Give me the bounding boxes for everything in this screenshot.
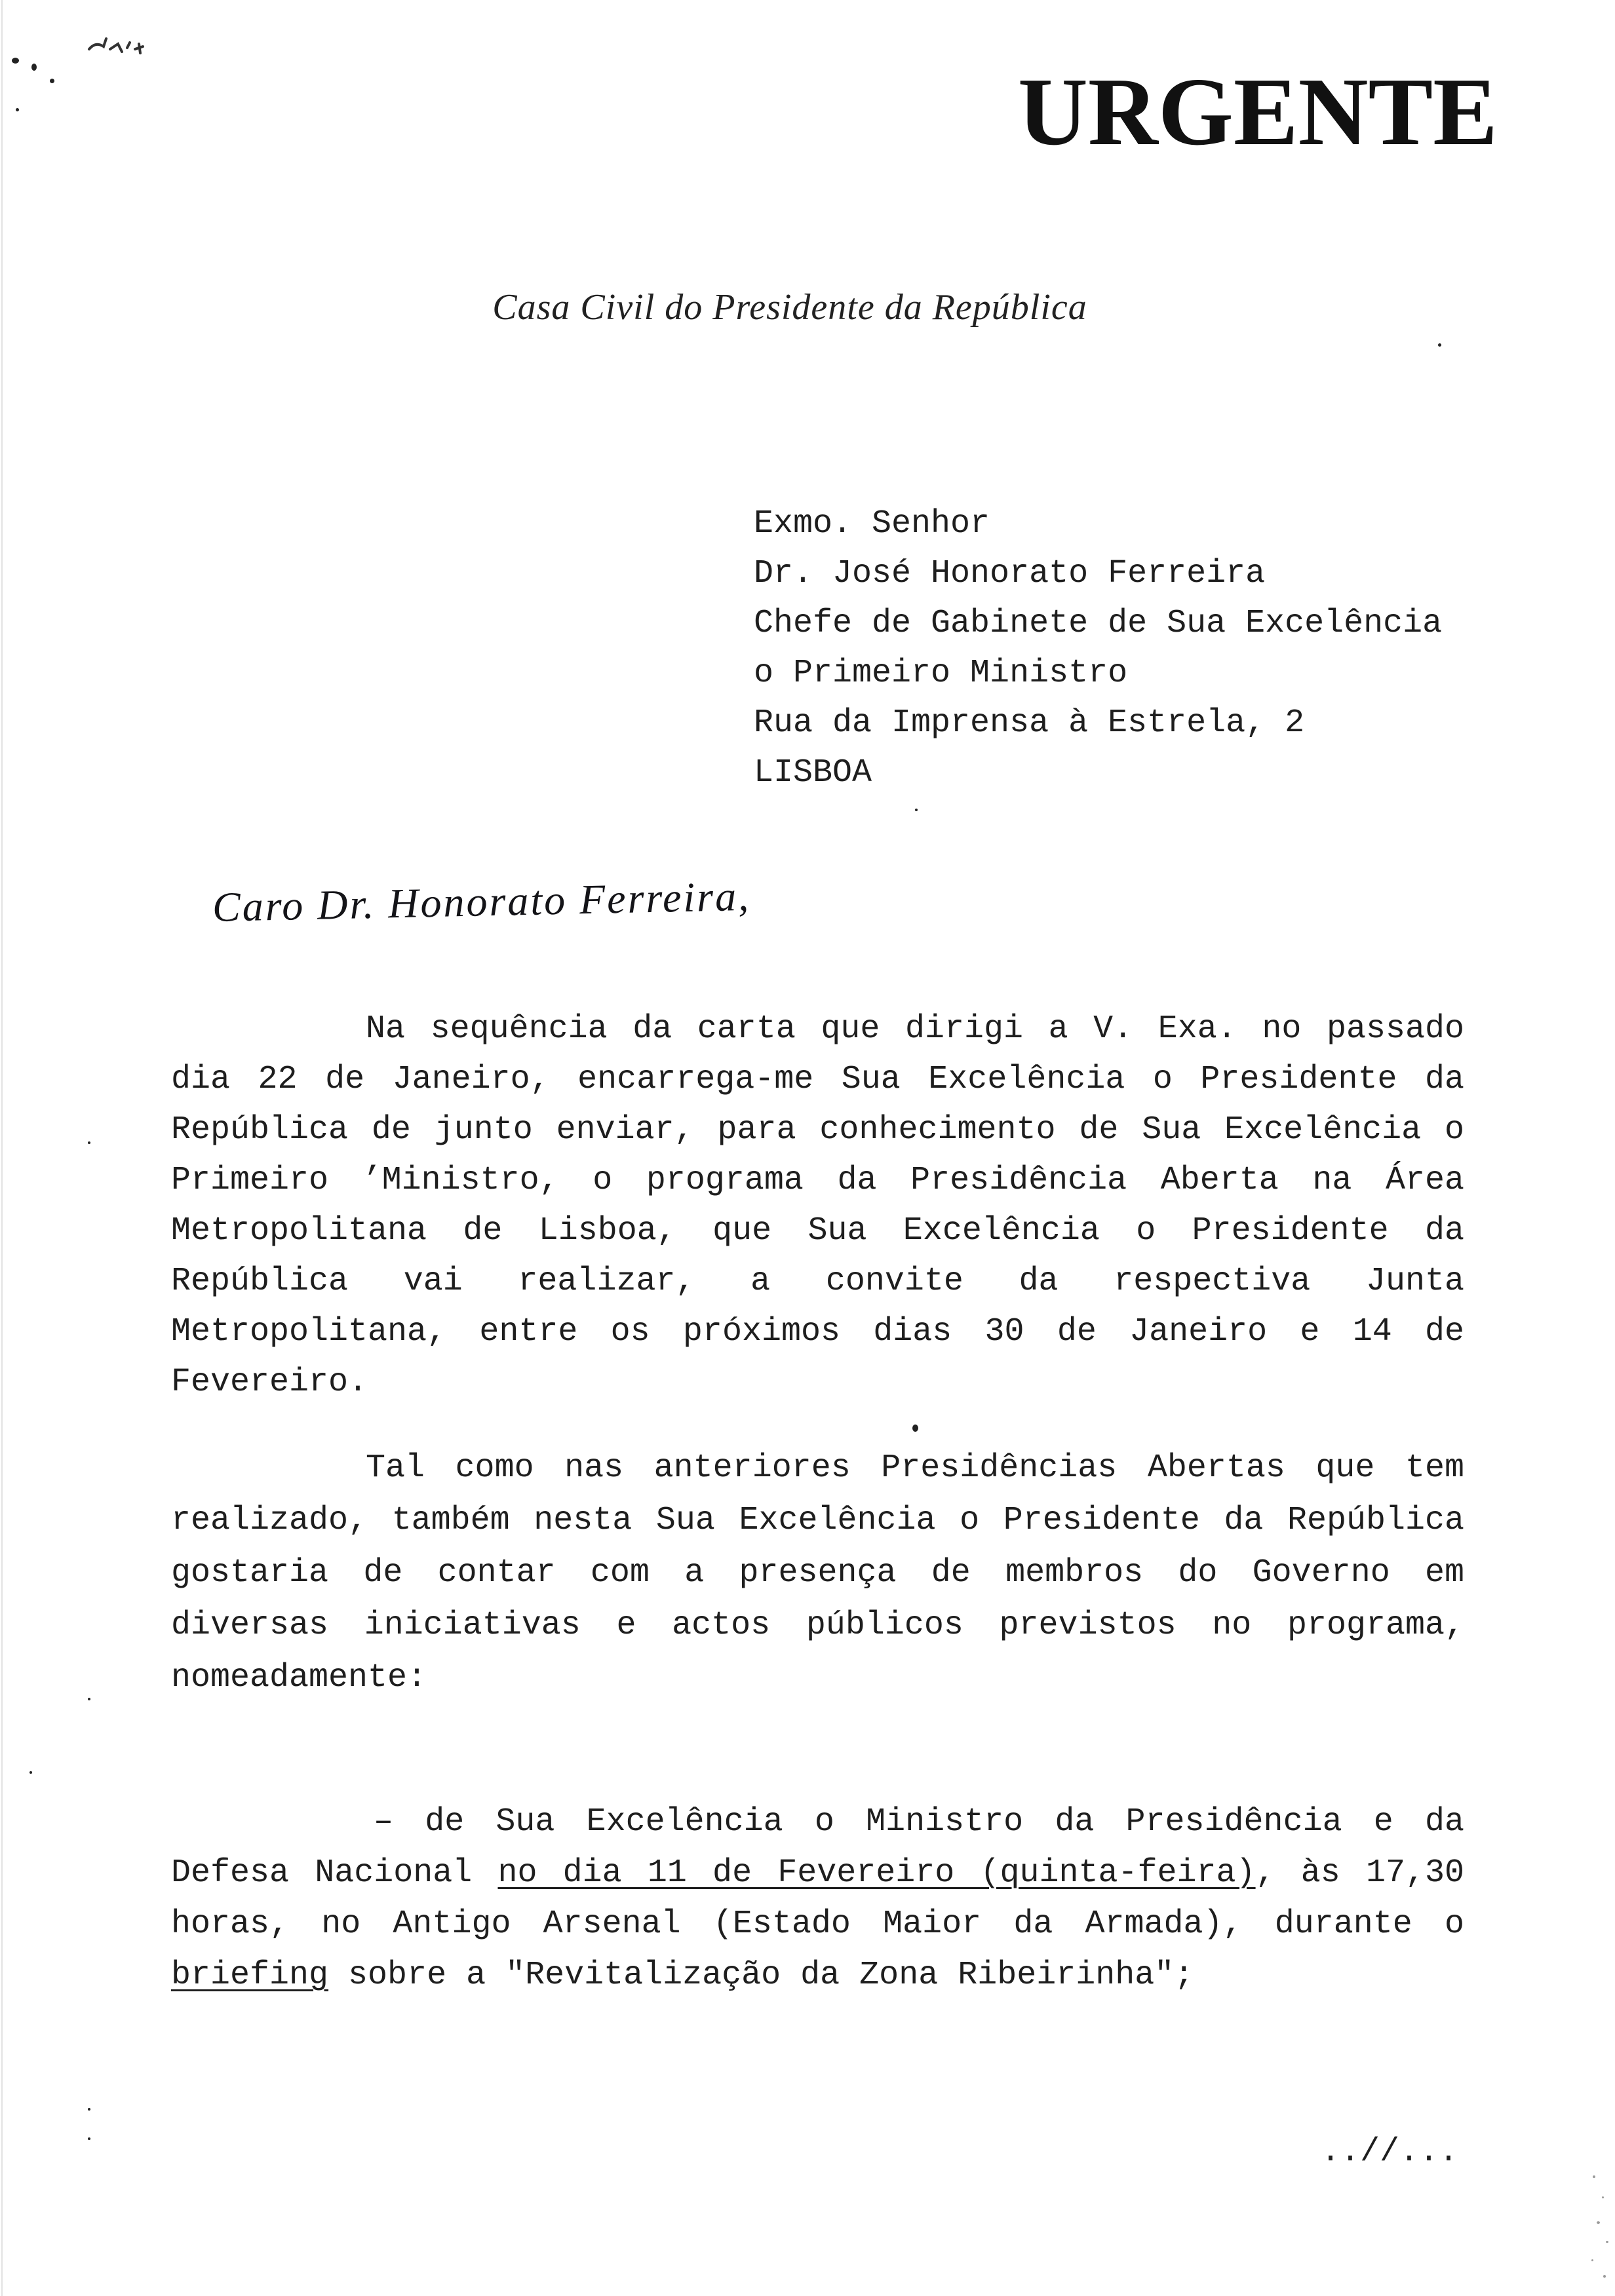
scan-speck xyxy=(915,809,918,811)
scan-noise xyxy=(1597,2221,1600,2224)
recipient-line-4: o Primeiro Ministro xyxy=(754,655,1128,692)
scan-speck xyxy=(88,1141,90,1144)
underlined-date: no dia 11 de Fevereiro (quinta-feira) xyxy=(497,1854,1256,1892)
paragraph-1-line-8: Fevereiro. xyxy=(171,1364,368,1401)
recipient-line-5: Rua da Imprensa à Estrela, 2 xyxy=(754,704,1305,742)
list-item-1-line-4 xyxy=(171,1950,1464,2001)
scan-speck xyxy=(31,64,37,71)
recipient-line-3: Chefe de Gabinete de Sua Excelência xyxy=(754,605,1443,642)
page-continuation-mark: ..//... xyxy=(1321,2133,1459,2171)
paragraph-1-line-1: Na sequência da carta que dirigi a V. Exa. no passado xyxy=(366,1010,1464,1048)
list-item-1-text: , às 17,30 xyxy=(1255,1854,1464,1892)
list-item-1-line-2 xyxy=(171,1848,1464,1899)
recipient-line-6: LISBOA xyxy=(754,754,872,792)
handwritten-salutation: Caro Dr. Honorato Ferreira, xyxy=(212,872,751,930)
scan-noise xyxy=(1602,2196,1604,2198)
paragraph-1-line-4: Primeiro ’Ministro, o programa da Presidência Aberta na Área xyxy=(171,1162,1464,1199)
scan-noise xyxy=(1591,2259,1593,2261)
scan-speck xyxy=(16,108,19,111)
paragraph-1-line-6: República vai realizar, a convite da respectiva Junta xyxy=(171,1263,1464,1300)
list-item-1-line-1: – de Sua Excelência o Ministro da Presidência e da xyxy=(374,1803,1464,1841)
list-item-1-line-3: horas, no Antigo Arsenal (Estado Maior da Armada), durante o xyxy=(171,1905,1464,1943)
scan-noise xyxy=(1606,2241,1608,2243)
paragraph-1 xyxy=(171,1004,1464,1407)
underlined-briefing: briefing xyxy=(171,1957,329,1994)
list-item-1 xyxy=(171,1797,1464,2001)
list-item-1-text: Defesa Nacional xyxy=(171,1854,498,1892)
paragraph-1-line-2: dia 22 de Janeiro, encarrega-me Sua Excelência o Presidente da xyxy=(171,1061,1464,1098)
scan-edge-line xyxy=(1,0,3,2296)
paragraph-1-line-5: Metropolitana de Lisboa, que Sua Excelência o Presidente da xyxy=(171,1212,1464,1250)
paragraph-2-line-5: nomeadamente: xyxy=(171,1659,427,1696)
recipient-line-1: Exmo. Senhor xyxy=(754,505,990,543)
scan-speck xyxy=(50,79,54,83)
scan-speck xyxy=(88,1698,90,1700)
scan-noise xyxy=(1603,2275,1606,2278)
scan-speck xyxy=(29,1771,32,1774)
scan-speck xyxy=(12,58,19,64)
recipient-line-2: Dr. José Honorato Ferreira xyxy=(754,555,1266,592)
scan-speck xyxy=(88,2137,90,2140)
list-item-1-text: sobre a "Revitalização da Zona Ribeirinha"; xyxy=(328,1957,1194,1994)
scan-speck xyxy=(912,1425,918,1432)
paragraph-2-line-1: Tal como nas anteriores Presidências Abertas que tem xyxy=(366,1449,1464,1487)
paragraph-2-line-4: diversas iniciativas e actos públicos previstos no programa, xyxy=(171,1607,1464,1644)
scan-noise xyxy=(1593,2175,1595,2178)
paragraph-1-line-7: Metropolitana, entre os próximos dias 30 de Janeiro e 14 de xyxy=(171,1313,1464,1350)
paragraph-2-line-3: gostaria de contar com a presença de membros do Governo em xyxy=(171,1554,1464,1592)
paragraph-2 xyxy=(171,1442,1464,1704)
scan-speck xyxy=(88,2108,90,2111)
paragraph-1-line-3: República de junto enviar, para conhecimento de Sua Excelência o xyxy=(171,1111,1464,1149)
paragraph-2-line-2: realizado, também nesta Sua Excelência o Presidente da República xyxy=(171,1502,1464,1539)
scan-smudge-icon xyxy=(84,29,149,62)
recipient-address xyxy=(754,499,1442,798)
letterhead: Casa Civil do Presidente da República xyxy=(492,287,1087,328)
scan-speck xyxy=(1438,343,1441,347)
urgent-stamp: URGENTE xyxy=(1018,58,1498,166)
